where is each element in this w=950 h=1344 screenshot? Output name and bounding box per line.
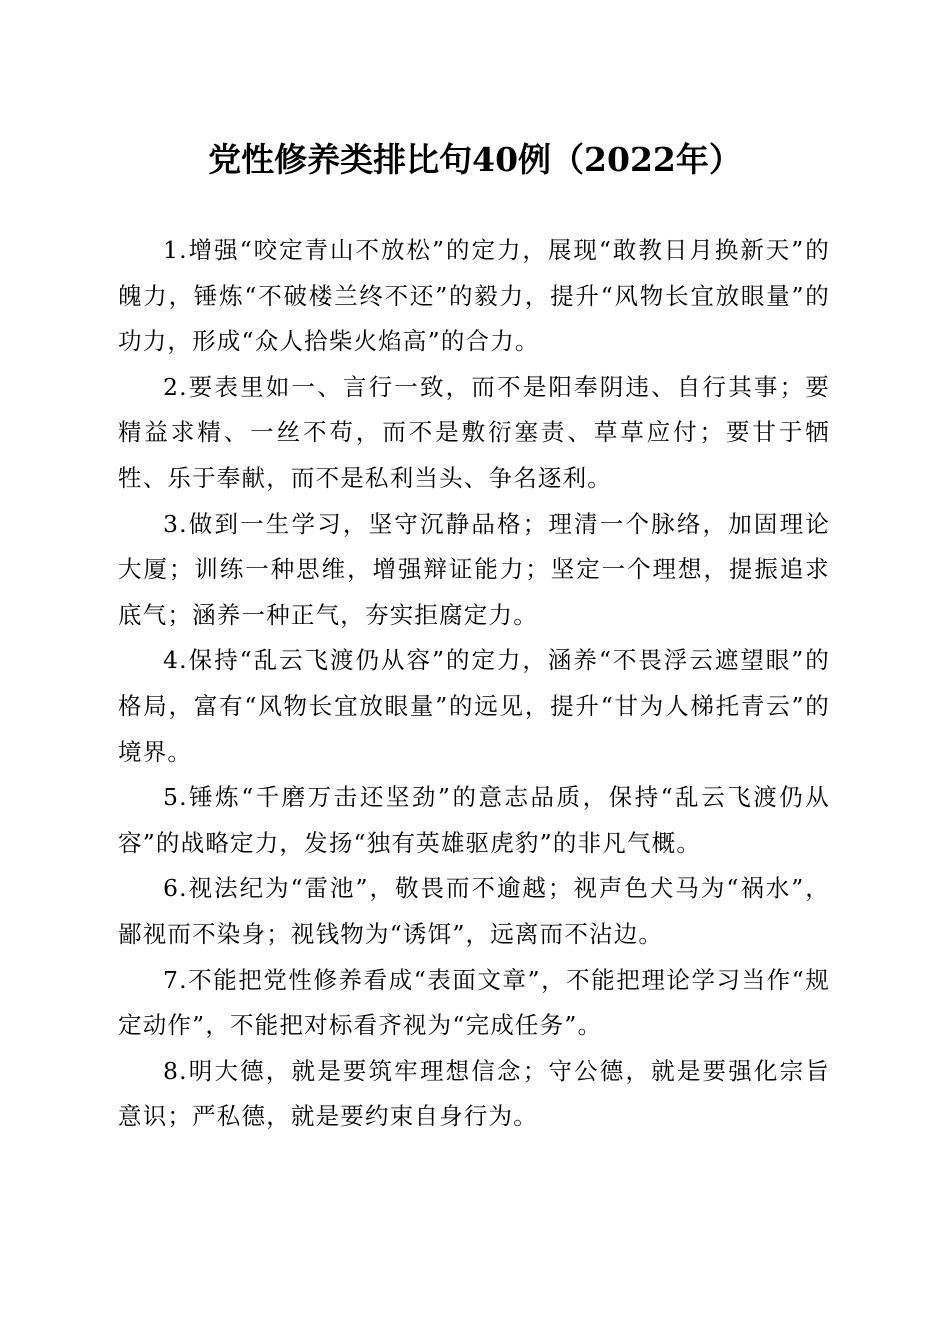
paragraph-5: 5.锤炼“千磨万击还坚劲”的意志品质，保持“乱云飞渡仍从容”的战略定力，发扬“独有英雄驱虎豹”的非凡气概。 <box>118 783 830 857</box>
paragraph-6: 6.视法纪为“雷池”，敬畏而不逾越；视声色犬马为“祸水”，鄙视而不染身；视钱物为“诱饵”，远离而不沾边。 <box>118 874 830 948</box>
paragraph-3: 3.做到一生学习，坚守沉静品格；理清一个脉络，加固理论大厦；训练一种思维，增强辩证能力；坚定一个理想，提振追求底气；涵养一种正气，夯实拒腐定力。 <box>118 509 830 629</box>
document-title: 党性修养类排比句40例（2022年） <box>208 140 742 179</box>
paragraph-2: 2.要表里如一、言行一致，而不是阳奉阴违、自行其事；要精益求精、一丝不苟，而不是敷衍塞责、草草应付；要甘于牺牲、乐于奉献，而不是私利当头、争名逐利。 <box>118 372 830 492</box>
paragraph-4: 4.保持“乱云飞渡仍从容”的定力，涵养“不畏浮云遮望眼”的格局，富有“风物长宜放眼量”的远见，提升“甘为人梯托青云”的境界。 <box>118 646 830 766</box>
paragraph-8: 8.明大德，就是要筑牢理想信念；守公德，就是要强化宗旨意识；严私德，就是要约束自身行为。 <box>118 1056 830 1131</box>
document-body <box>118 228 830 1140</box>
paragraph-1: 1.增强“咬定青山不放松”的定力，展现“敢教日月换新天”的魄力，锤炼“不破楼兰终不还”的毅力，提升“风物长宜放眼量”的功力，形成“众人拾柴火焰高”的合力。 <box>118 236 830 356</box>
paragraph-7: 7.不能把党性修养看成“表面文章”，不能把理论学习当作“规定动作”，不能把对标看齐视为“完成任务”。 <box>118 965 830 1040</box>
